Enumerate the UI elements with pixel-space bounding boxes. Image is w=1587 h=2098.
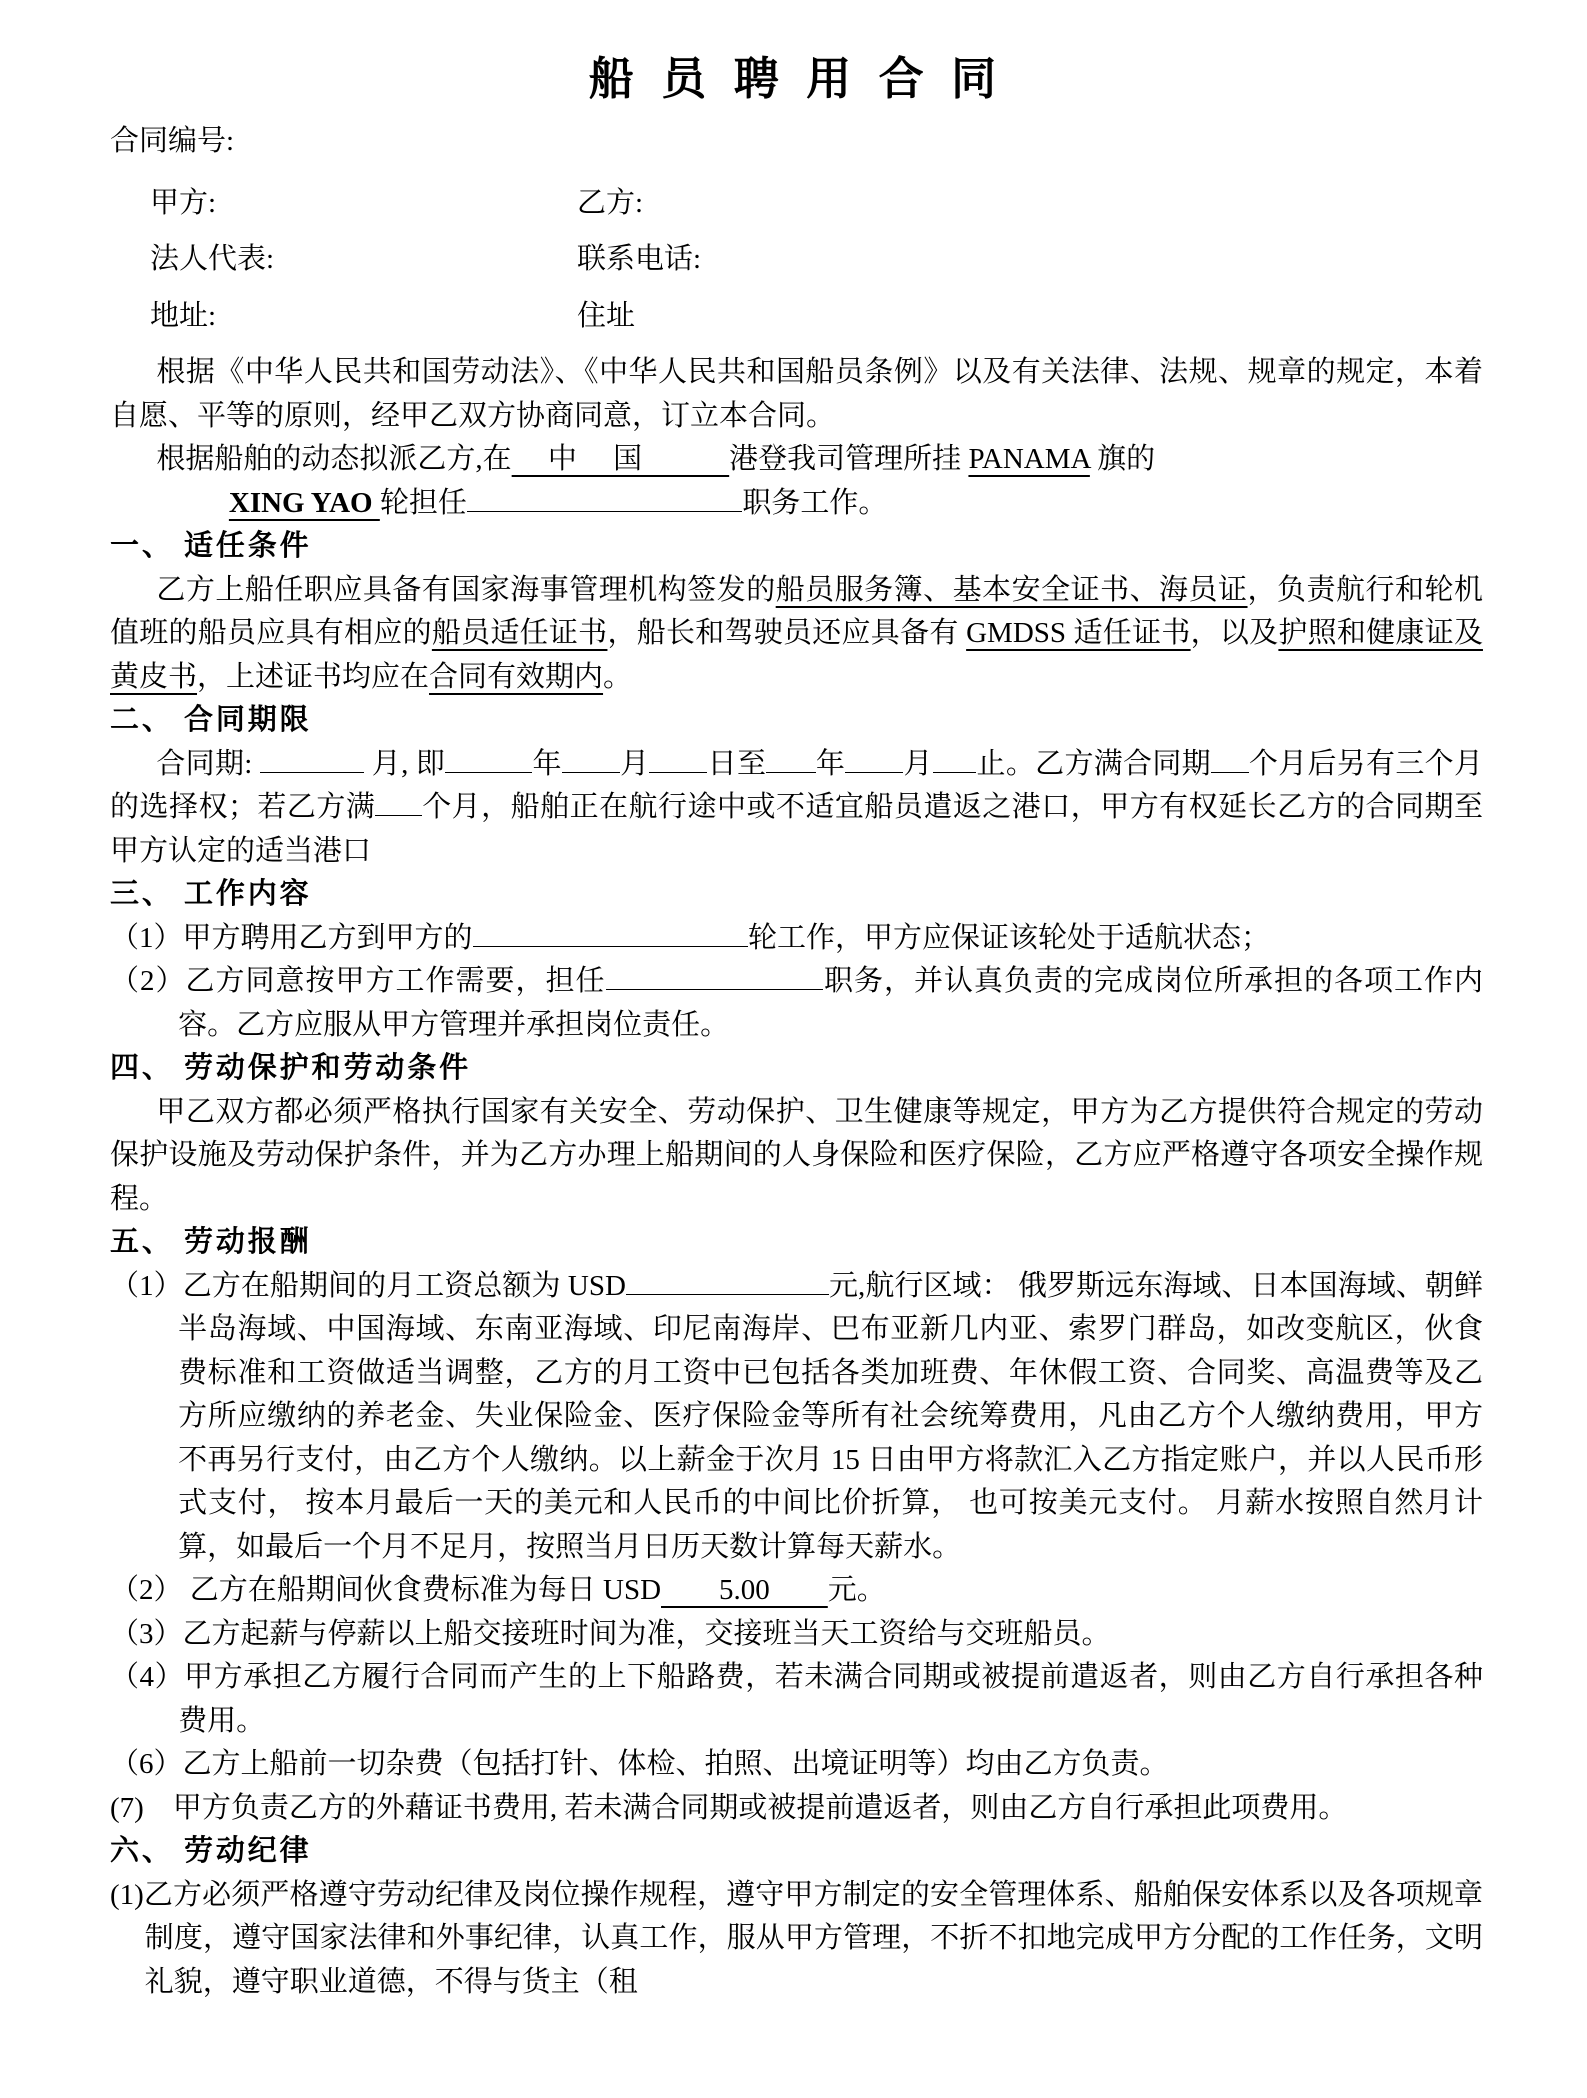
blank-fill-in-field <box>933 744 977 773</box>
underlined-text: 船员适任证书 <box>431 617 608 649</box>
text-run: 五、 劳动报酬 <box>110 1226 312 1258</box>
contract-body <box>110 351 1483 2004</box>
text-run: 二、 合同期限 <box>110 704 312 736</box>
section-2-body <box>110 743 1483 874</box>
text-run: ，以及 <box>1190 617 1279 649</box>
party-a-label: 甲方: <box>150 186 217 219</box>
section-heading-2 <box>110 699 1483 743</box>
underlined-text: PANAMA <box>968 443 1090 475</box>
text-run: 旗的 <box>1089 443 1156 475</box>
party-row <box>110 238 1483 282</box>
underlined-text: 5.00 <box>661 1574 828 1606</box>
text-run: （1）乙方在船期间的月工资总额为 USD <box>110 1269 626 1302</box>
section-1-body <box>110 569 1483 700</box>
blank-fill-in-field <box>606 961 824 990</box>
party-row <box>110 182 1483 226</box>
section-3-item-1 <box>110 917 1483 961</box>
section-3-item-2 <box>110 960 1483 1047</box>
text-run: 月 <box>619 747 650 780</box>
party-row <box>110 295 1483 339</box>
section-5-item-2 <box>110 1569 1483 1613</box>
text-run: 轮担任 <box>379 486 467 519</box>
text-run: 四、 劳动保护和劳动条件 <box>110 1052 472 1084</box>
section-5-item-7 <box>110 1787 1483 1831</box>
text-run: 港登我司管理所挂 <box>729 443 969 475</box>
text-run: （2） 乙方在船期间伙食费标准为每日 USD <box>110 1574 662 1606</box>
text-run: 根据《中华人民共和国劳动法》、《中华人民共和国船员条例》以及有关法律、法规、规章的规定，本着自愿、平等的原则，经甲乙双方协商同意，订立本合同。 <box>110 356 1483 432</box>
text-run: ，上述证书均应在 <box>197 660 430 693</box>
underlined-text: 护照和健康证及黄皮书 <box>110 617 1483 693</box>
text-run: 三、 工作内容 <box>110 878 312 910</box>
underlined-text: 中 国 <box>511 443 730 475</box>
vessel-line <box>110 482 1483 526</box>
text-run: (1)乙方必须严格遵守劳动纪律及岗位操作规程，遵守甲方制定的安全管理体系、船舶保安体系以及各项规章制度，遵守国家法律和外事纪律，认真工作，服从甲方管理，不折不扣地完成甲方分配的工作任务，文明礼貌，遵守职业道德，不得与货主（租 <box>110 1878 1483 1998</box>
blank-fill-in-field <box>766 744 815 773</box>
section-5-item-1 <box>110 1265 1483 1570</box>
section-heading-6 <box>110 1830 1483 1874</box>
blank-fill-in-field <box>1211 744 1249 773</box>
text-run: 甲乙双方都必须严格执行国家有关安全、劳动保护、卫生健康等规定，甲方为乙方提供符合规定的劳动保护设施及劳动保护条件，并为乙方办理上船期间的人身保险和医疗保险，乙方应严格遵守各项安全操作规程。 <box>110 1095 1483 1215</box>
blank-fill-in-field <box>375 787 421 816</box>
section-heading-5 <box>110 1221 1483 1265</box>
blank-fill-in-field <box>649 744 707 773</box>
text-run: 日至 <box>707 747 767 780</box>
text-run: 止。乙方满合同期 <box>976 747 1211 780</box>
blank-fill-in-field <box>626 1266 829 1295</box>
blank-fill-in-field <box>260 744 364 773</box>
text-run: 月, 即 <box>364 747 446 780</box>
blank-fill-in-field <box>562 744 620 773</box>
legal-rep-label: 法人代表: <box>150 243 275 275</box>
contact-phone-label: 联系电话: <box>577 243 702 275</box>
text-run: （2）乙方同意按甲方工作需要，担任 <box>110 965 606 997</box>
text-run: 合同期: <box>156 747 260 780</box>
blank-fill-in-field <box>445 744 532 773</box>
text-run: 职务工作。 <box>742 486 888 519</box>
underlined-text: 船员服务簿、基本安全证书、海员证 <box>775 573 1248 606</box>
text-run: （1）甲方聘用乙方到甲方的 <box>110 921 473 954</box>
text-run: 年 <box>532 747 562 780</box>
text-run: 个月，船舶正在航行途中或不适宜船员遣返之港口，甲方有权延长乙方的合同期至甲方认定的适当港口 <box>110 791 1483 867</box>
text-run: 。 <box>603 660 633 693</box>
party-info-block <box>110 182 1483 339</box>
text-run: 个月后另有三个月的选择权；若乙方满 <box>110 747 1483 823</box>
party-b-label: 乙方: <box>577 186 644 219</box>
underlined-text: 合同有效期内 <box>429 660 604 693</box>
text-run: （4）甲方承担乙方履行合同而产生的上下船路费，若未满合同期或被提前遣返者，则由乙方自行承担各种费用。 <box>110 1661 1483 1737</box>
intro-paragraph <box>110 351 1483 438</box>
section-5-item-3 <box>110 1613 1483 1657</box>
section-heading-4 <box>110 1047 1483 1091</box>
section-heading-1 <box>110 525 1483 569</box>
text-run: 六、 劳动纪律 <box>110 1835 312 1867</box>
blank-fill-in-field <box>845 744 903 773</box>
text-run: （6）乙方上船前一切杂费（包括打针、体检、拍照、出境证明等）均由乙方负责。 <box>110 1748 1169 1780</box>
text-run: 一、 适任条件 <box>110 530 312 562</box>
section-4-body <box>110 1091 1483 1222</box>
text-run: 乙方上船任职应具备有国家海事管理机构签发的 <box>156 573 776 606</box>
underlined-text: XING YAO <box>228 486 380 519</box>
underlined-text: GMDSS 适任证书 <box>966 617 1191 649</box>
blank-fill-in-field <box>467 483 743 512</box>
section-6-item-1 <box>110 1874 1483 2005</box>
text-run: ，船长和驾驶员还应具备有 <box>607 617 967 649</box>
text-run: 年 <box>815 747 846 780</box>
assignment-paragraph <box>110 438 1483 482</box>
text-run: 月 <box>903 747 933 780</box>
text-run: （3）乙方起薪与停薪以上船交接班时间为准，交接班当天工资给与交班船员。 <box>110 1617 1111 1650</box>
section-5-item-4 <box>110 1656 1483 1743</box>
address-label: 地址: <box>150 299 217 332</box>
text-run: (7) 甲方负责乙方的外藉证书费用, 若未满合同期或被提前遣返者，则由乙方自行承担此项费用。 <box>110 1791 1348 1824</box>
text-run: 职务，并认真负责的完成岗位所承担的各项工作内容。乙方应服从甲方管理并承担岗位责任。 <box>178 965 1483 1041</box>
contract-number-label: 合同编号: <box>110 125 235 157</box>
text-run: 元。 <box>827 1574 886 1606</box>
text-run: 元,航行区域： 俄罗斯远东海域、日本国海域、朝鲜半岛海域、中国海域、东南亚海域、印尼南海岸、巴布亚新几内亚、索罗门群岛，如改变航区，伙食费标准和工资做适当调整，乙方的月工资中已包括各类加班费、年休假工资、合同奖、高温费等及乙方所应缴纳的养老金、失业保险金、医疗保险金等所有社会统筹费用，凡由乙方个人缴纳费用，甲方不再另行支付，由乙方个人缴纳。以上薪金于次月 15 日由甲方将款汇入乙方指定账户，并以人民币形式支付， 按本月最后一天的美元和人民币的中间比价折算， 也可按美元支付。 月薪水按照自然月计算，如最后一个月不足月，按照当月日历天数计算每天薪水。 <box>178 1269 1483 1563</box>
blank-fill-in-field <box>473 918 749 947</box>
document-title: 船 员 聘 用 合 同 <box>588 54 1005 104</box>
section-5-item-6 <box>110 1743 1483 1787</box>
text-run: 根据船舶的动态拟派乙方,在 <box>156 443 512 475</box>
text-run: 轮工作，甲方应保证该轮处于适航状态； <box>748 921 1271 954</box>
text-run: ，负责航行和轮机值班的船员应具有相应的 <box>110 573 1483 649</box>
section-heading-3 <box>110 873 1483 917</box>
residence-label: 住址 <box>577 299 636 332</box>
